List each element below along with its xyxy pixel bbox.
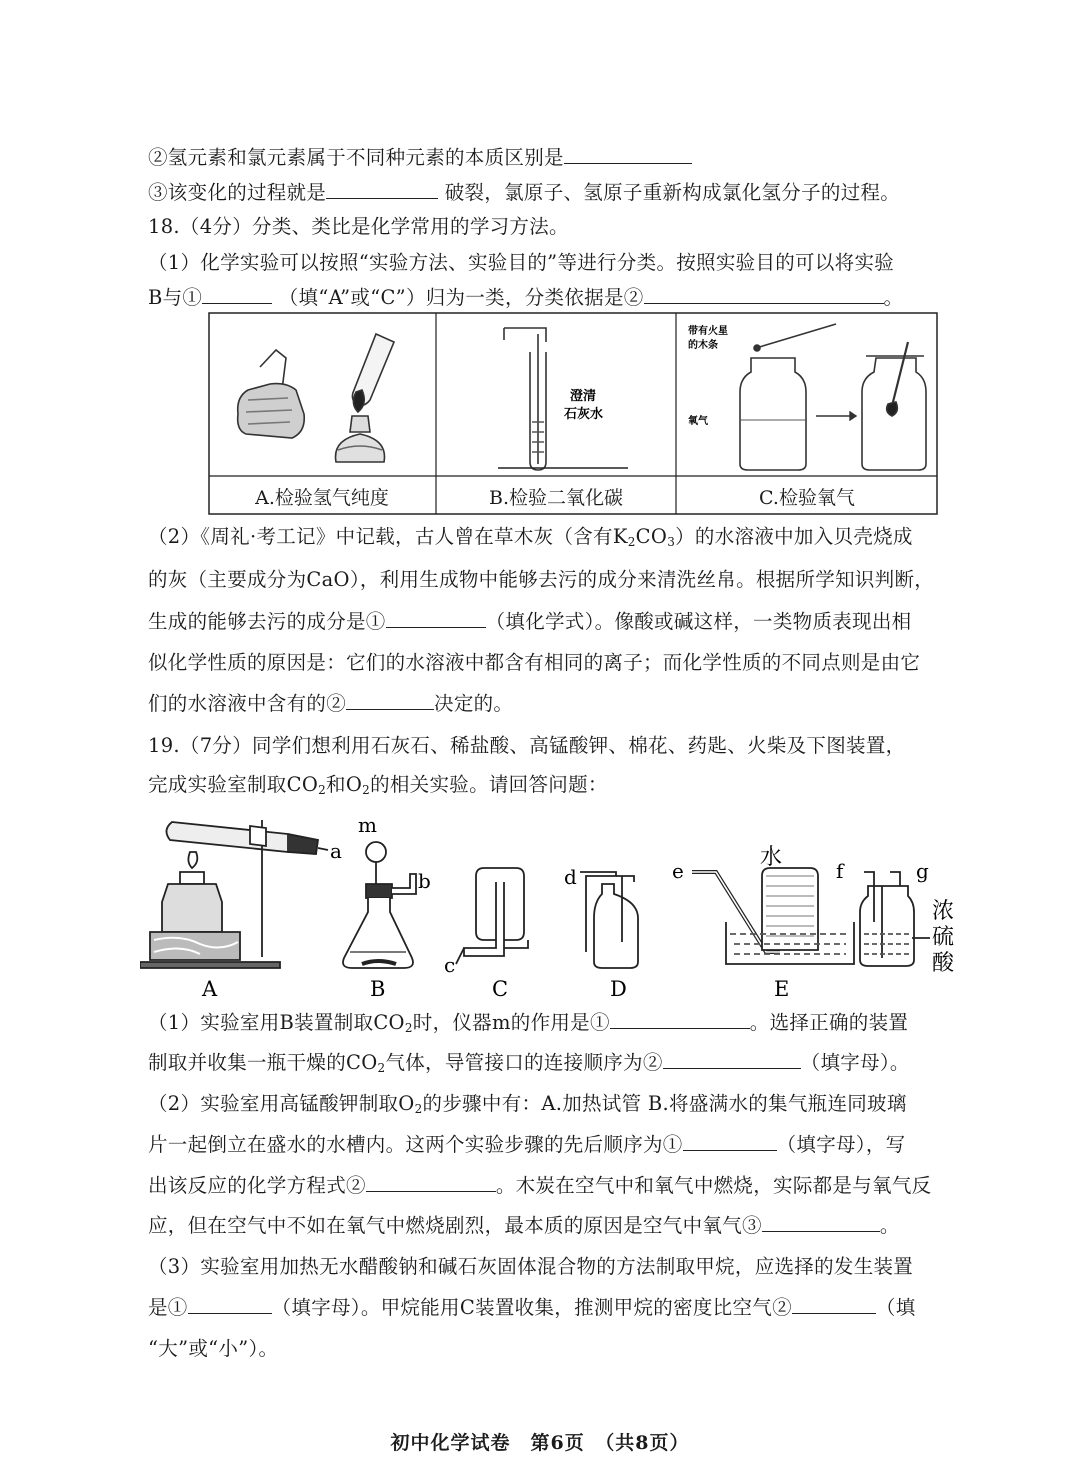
text: 出该反应的化学方程式② — [148, 1174, 366, 1197]
text: （1）实验室用B装置制取CO — [148, 1011, 405, 1034]
answer-blank[interactable] — [188, 1298, 272, 1314]
subscript: 2 — [377, 1061, 386, 1075]
text: 时，仪器m的作用是① — [412, 1011, 610, 1034]
text: 应，但在空气中不如在氧气中燃烧剧烈，最本质的原因是空气中氧气③ — [148, 1214, 762, 1237]
caption-c: C.检验氧气 — [759, 487, 855, 509]
text: （填化学式）。像酸或碱这样，一类物质表现出相 — [485, 610, 912, 633]
text: （2）《周礼·考工记》中记载，古人曾在草木灰（含有K — [148, 525, 628, 548]
subscript: 2 — [362, 783, 371, 797]
answer-blank[interactable] — [326, 183, 438, 199]
page-footer: 初中化学试卷 第6页 （共8页） — [390, 1432, 690, 1454]
text: 片一起倒立在盛水的水槽内。这两个实验步骤的先后顺序为① — [148, 1133, 683, 1156]
text: ）的水溶液中加入贝壳烧成 — [675, 525, 913, 548]
subscript: 2 — [414, 1102, 423, 1116]
limewater-tube-icon — [498, 328, 628, 470]
apparatus-a-icon — [140, 820, 328, 968]
acid-label-1: 浓 — [932, 899, 955, 924]
subscript: 2 — [318, 783, 327, 797]
q18-2-line-3 — [148, 612, 911, 632]
subscript: 3 — [667, 535, 676, 549]
q18-2-line-2: 的灰（主要成分为CaO），利用生成物中能够去污的成分来清洗丝帛。根据所学知识判断， — [148, 568, 935, 591]
q19-3-line-3: “大”或“小”）。 — [148, 1337, 279, 1360]
hand-test-tube-icon — [238, 350, 305, 438]
label-b: B — [370, 977, 386, 1001]
water-label: 水 — [760, 845, 783, 870]
q18-2-line-5 — [148, 694, 513, 714]
text: 完成实验室制取CO — [148, 773, 319, 796]
text: 的步骤中有：A.加热试管 B.将盛满水的集气瓶连同玻璃 — [422, 1092, 907, 1115]
text: 破裂，氯原子、氢原子重新构成氯化氢分子的过程。 — [444, 181, 901, 204]
q18-1-line-1: （1）化学实验可以按照“实验方法、实验目的”等进行分类。按照实验目的可以将实验 — [148, 251, 895, 274]
label-a: A — [202, 977, 218, 1001]
answer-blank[interactable] — [762, 1216, 880, 1232]
text: CO — [635, 525, 668, 548]
port-b: b — [418, 869, 431, 893]
apparatus-fg-icon — [860, 872, 930, 966]
apparatus-d-icon — [580, 872, 638, 968]
answer-blank[interactable] — [663, 1053, 801, 1069]
text: （填字母）。 — [800, 1051, 910, 1074]
port-m: m — [358, 813, 377, 837]
q17-line-3 — [148, 183, 900, 203]
caption-b: B.检验二氧化碳 — [488, 487, 623, 509]
acid-label-3: 酸 — [932, 951, 955, 976]
answer-blank[interactable] — [610, 1013, 750, 1029]
q19-2-line-4 — [148, 1216, 900, 1236]
text: （填“A”或“C”）归为一类，分类依据是② — [278, 286, 644, 309]
text: 和O — [326, 773, 363, 796]
stick-label-1: 带有火星 — [688, 326, 728, 337]
port-f: f — [836, 859, 844, 883]
q19-line-2 — [148, 775, 608, 795]
text: （2）实验室用高锰酸钾制取O — [148, 1092, 415, 1115]
subscript: 2 — [404, 1021, 413, 1035]
apparatus-e-icon — [692, 868, 854, 964]
text: 制取并收集一瓶干燥的CO — [148, 1051, 378, 1074]
q19-2-line-1 — [148, 1094, 907, 1114]
text: （填 — [875, 1296, 916, 1319]
experiment-table — [208, 312, 938, 515]
alcohol-lamp-icon — [336, 334, 395, 462]
q18-title: 18.（4分）分类、类比是化学常用的学习方法。 — [148, 215, 569, 238]
q19-3-line-2 — [148, 1298, 916, 1318]
text: 们的水溶液中含有的② — [148, 692, 347, 715]
text: 生成的能够去污的成分是① — [148, 610, 386, 633]
q19-line-1: 19.（7分）同学们想利用石灰石、稀盐酸、高锰酸钾、棉花、药匙、火柴及下图装置， — [148, 734, 906, 757]
apparatus-figure — [140, 812, 1000, 1002]
q18-1-line-2: B与① （填“A”或“C”）归为一类，分类依据是② 。 — [148, 286, 904, 309]
text: 决定的。 — [434, 692, 514, 715]
q19-1-line-2 — [148, 1053, 910, 1073]
q19-3-line-1: （3）实验室用加热无水醋酸钠和碱石灰固体混合物的方法制取甲烷，应选择的发生装置 — [148, 1255, 914, 1278]
apparatus-c-icon — [456, 868, 528, 964]
apparatus-b-icon — [343, 842, 416, 968]
port-c: c — [444, 953, 456, 977]
text: （填字母）。甲烷能用C装置收集，推测甲烷的密度比空气② — [271, 1296, 792, 1319]
text: （填字母），写 — [776, 1133, 906, 1156]
q19-1-line-1 — [148, 1013, 908, 1033]
oxygen-label: 氧气 — [688, 416, 708, 427]
answer-blank[interactable] — [564, 148, 692, 164]
text: 。 — [879, 1214, 900, 1237]
answer-blank[interactable] — [346, 694, 434, 710]
gas-bottle-icon — [740, 324, 836, 470]
q19-2-line-2 — [148, 1135, 905, 1155]
q18-2-line-4: 似化学性质的原因是：它们的水溶液中都含有相同的离子；而化学性质的不同点则是由它 — [148, 651, 921, 674]
answer-blank[interactable] — [386, 612, 486, 628]
q17-line-2 — [148, 148, 692, 168]
text: ③该变化的过程就是 — [148, 181, 327, 204]
text: 。木炭在空气中和氧气中燃烧，实际都是与氧气反 — [495, 1174, 932, 1197]
text: 是① — [148, 1296, 188, 1319]
label-c: C — [492, 977, 509, 1001]
answer-blank[interactable] — [644, 288, 884, 304]
q19-2-line-3 — [148, 1176, 931, 1196]
subscript: 2 — [627, 535, 636, 549]
port-d: d — [564, 865, 577, 889]
answer-blank[interactable] — [792, 1298, 876, 1314]
text: ②氢元素和氯元素属于不同种元素的本质区别是 — [148, 146, 564, 169]
port-a: a — [330, 839, 342, 863]
port-e: e — [672, 859, 684, 883]
text: 的相关实验。请回答问题： — [370, 773, 608, 796]
answer-blank[interactable] — [366, 1176, 496, 1192]
gas-bottle-stick-icon — [862, 342, 926, 470]
label-d: D — [610, 977, 627, 1001]
answer-blank[interactable] — [683, 1135, 777, 1151]
arrow-right-icon — [816, 412, 856, 420]
answer-blank[interactable] — [202, 288, 272, 304]
label-e: E — [774, 977, 790, 1001]
limewater-label-2: 石灰水 — [564, 407, 604, 422]
q18-2-line-1 — [148, 527, 913, 547]
port-g: g — [916, 859, 929, 883]
acid-label-2: 硫 — [932, 925, 955, 950]
text: B与① — [148, 286, 203, 309]
caption-a: A.检验氢气纯度 — [255, 487, 389, 509]
stick-label-2: 的木条 — [688, 340, 718, 351]
text: 。选择正确的装置 — [749, 1011, 909, 1034]
apparatus-drawing — [140, 812, 1000, 1002]
limewater-label-1: 澄清 — [570, 389, 597, 404]
text: 气体，导管接口的连接顺序为② — [385, 1051, 663, 1074]
